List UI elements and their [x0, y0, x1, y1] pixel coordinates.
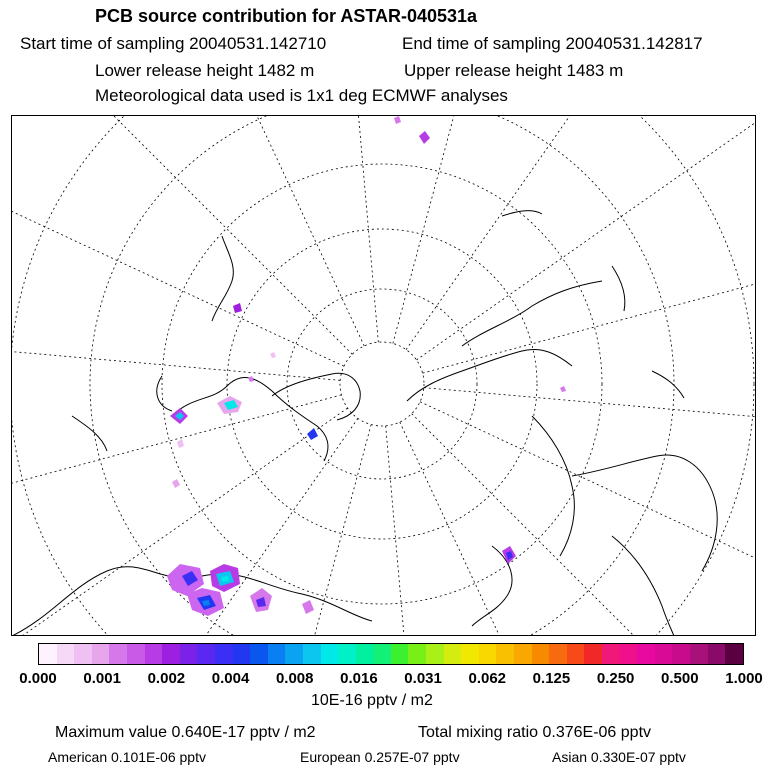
- map-canvas: [12, 116, 756, 636]
- lat-circle: [287, 289, 477, 479]
- map-title: PCB source contribution for ASTAR-040531a: [95, 6, 478, 26]
- color-scale-segment: [655, 644, 673, 664]
- color-scale-segment: [268, 644, 286, 664]
- concentration-patch: [302, 600, 314, 614]
- color-scale-segment: [514, 644, 532, 664]
- meridian-line: [304, 116, 379, 342]
- coastline: [72, 416, 107, 451]
- coastline: [652, 371, 684, 398]
- color-scale-segment: [127, 644, 145, 664]
- color-scale-segment: [109, 644, 127, 664]
- color-scale-segment: [92, 644, 110, 664]
- color-scale-segment: [233, 644, 251, 664]
- coastline: [572, 455, 717, 571]
- color-scale-segment: [373, 644, 391, 664]
- concentration-patch: [394, 116, 401, 124]
- lat-circle: [90, 116, 674, 636]
- meridian-line: [423, 151, 756, 373]
- color-scale-tick-label: 0.001: [83, 670, 121, 687]
- meridian-line: [420, 402, 756, 636]
- american-contribution: American 0.101E-06 pptv: [48, 749, 206, 765]
- meridian-line: [12, 116, 352, 354]
- color-scale-segment: [532, 644, 550, 664]
- meridian-line: [386, 426, 461, 636]
- color-scale-tick-label: 0.500: [661, 670, 699, 687]
- color-scale-segment: [145, 644, 163, 664]
- lat-circle: [340, 342, 424, 426]
- color-scale-tick-label: 0.125: [532, 670, 571, 687]
- color-scale-segment: [602, 644, 620, 664]
- color-scale-segment: [496, 644, 514, 664]
- color-scale-segment: [725, 644, 743, 664]
- color-scale-segment: [479, 644, 497, 664]
- coastline: [612, 266, 625, 311]
- meridian-line: [400, 422, 756, 636]
- color-scale-segment: [356, 644, 374, 664]
- color-scale-segment: [672, 644, 690, 664]
- meridian-line: [393, 116, 615, 343]
- color-scale-segment: [637, 644, 655, 664]
- color-scale-tick-label: 0.250: [596, 670, 635, 687]
- concentration-patch: [560, 386, 566, 392]
- meridian-line: [12, 116, 344, 366]
- concentration-patch: [177, 439, 184, 448]
- color-scale-tick-label: 0.062: [468, 670, 507, 687]
- meridian-line: [416, 116, 756, 360]
- meridian-line: [412, 414, 756, 636]
- meridian-line: [12, 116, 364, 346]
- color-scale-segment: [215, 644, 233, 664]
- color-scale-segment: [567, 644, 585, 664]
- start-time-label: Start time of sampling 20040531.142710: [20, 34, 327, 53]
- lat-circle: [12, 116, 756, 636]
- coastline: [272, 373, 360, 420]
- color-scale-segment: [285, 644, 303, 664]
- color-scale-segment: [444, 644, 462, 664]
- concentration-patch: [307, 428, 318, 440]
- coastline: [502, 211, 542, 216]
- color-scale-segment: [426, 644, 444, 664]
- end-time-label: End time of sampling 20040531.142817: [402, 34, 703, 53]
- color-scale-segment: [690, 644, 708, 664]
- meridian-line: [424, 388, 756, 463]
- concentration-patch: [502, 546, 516, 564]
- total-mixing-label: Total mixing ratio 0.376E-06 pptv: [418, 724, 652, 741]
- color-scale-segment: [584, 644, 602, 664]
- concentration-patch: [187, 588, 224, 616]
- upper-height-label: Upper release height 1483 m: [404, 61, 624, 80]
- met-data-label: Meteorological data used is 1x1 deg ECMWF analyses: [95, 86, 508, 105]
- color-scale-segment: [162, 644, 180, 664]
- color-scale-tick-label: 0.008: [275, 670, 314, 687]
- meridian-line: [12, 306, 340, 381]
- concentration-patch: [250, 588, 272, 612]
- color-scale-segment: [408, 644, 426, 664]
- color-scale-segment: [461, 644, 479, 664]
- concentration-patch: [248, 376, 254, 382]
- color-scale-tick-label: 0.000: [19, 670, 57, 687]
- meridian-line: [406, 116, 756, 350]
- color-scale-segment: [321, 644, 339, 664]
- color-scale-segment: [197, 644, 215, 664]
- concentration-patch: [170, 408, 188, 424]
- color-scale-segment: [74, 644, 92, 664]
- color-scale-tick-label: 1.000: [725, 670, 763, 687]
- coastline: [612, 536, 674, 636]
- color-scale-tick-label: 0.031: [404, 670, 442, 687]
- asian-contribution: Asian 0.330E-07 pptv: [552, 749, 686, 765]
- color-scale-segment: [39, 644, 57, 664]
- color-scale-segment: [303, 644, 321, 664]
- polar-map[interactable]: [11, 115, 756, 636]
- color-scale-segment: [338, 644, 356, 664]
- color-scale-segment: [708, 644, 726, 664]
- concentration-patch: [172, 479, 180, 488]
- coastline: [157, 376, 172, 411]
- color-scale-bar: [38, 643, 744, 665]
- latitude-circles: [12, 116, 756, 636]
- concentration-patch: [217, 396, 242, 414]
- color-scale-tick-label: 0.002: [147, 670, 186, 687]
- color-scale-unit: 10E-16 pptv / m2: [311, 692, 433, 709]
- color-scale-segment: [620, 644, 638, 664]
- concentration-patches: [167, 116, 566, 616]
- concentration-patch: [210, 564, 240, 592]
- longitude-meridians: [12, 116, 756, 636]
- concentration-patch: [419, 131, 430, 144]
- color-scale-segment: [391, 644, 409, 664]
- concentration-patch: [270, 352, 276, 358]
- coastline: [532, 416, 574, 556]
- coastline: [172, 378, 328, 461]
- max-value-label: Maximum value 0.640E-17 pptv / m2: [55, 724, 316, 741]
- coastline: [212, 236, 233, 321]
- lat-circle: [12, 116, 754, 636]
- color-scale-segment: [549, 644, 567, 664]
- concentration-patch: [233, 303, 242, 313]
- lower-height-label: Lower release height 1482 m: [95, 61, 315, 80]
- color-scale-tick-label: 0.004: [211, 670, 250, 687]
- color-scale-segment: [250, 644, 268, 664]
- coastlines: [12, 211, 717, 636]
- color-scale-tick-label: 0.016: [340, 670, 378, 687]
- color-scale-segment: [180, 644, 198, 664]
- color-scale-segment: [57, 644, 75, 664]
- european-contribution: European 0.257E-07 pptv: [300, 749, 460, 765]
